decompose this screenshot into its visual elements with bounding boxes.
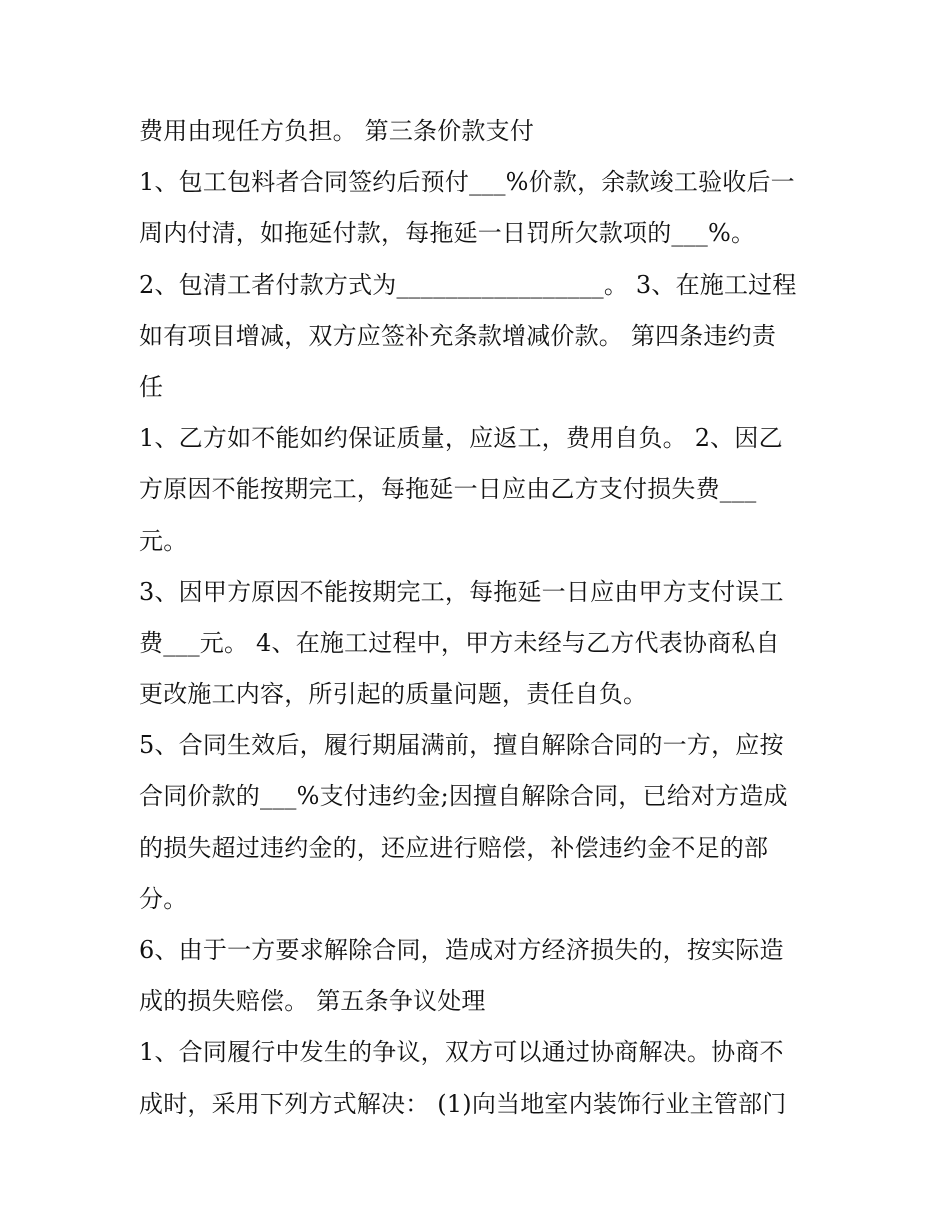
text-line: 5、合同生效后，履行期届满前，擅自解除合同的一方，应按 xyxy=(139,731,784,760)
text-line: 更改施工内容，所引起的质量问题，责任自负。 xyxy=(139,680,648,709)
text-line: 元。 xyxy=(139,526,188,555)
text-line: 2、包清工者付款方式为_________________。 3、在施工过程 xyxy=(139,270,797,299)
text-line: 分。 xyxy=(139,884,188,913)
text-line: 1、合同履行中发生的争议，双方可以通过协商解决。协商不 xyxy=(139,1038,784,1067)
text-line: 成时，采用下列方式解决： (1)向当地室内装饰行业主管部门 xyxy=(139,1089,787,1118)
text-line: 合同价款的___%支付违约金;因擅自解除合同，已给对方造成 xyxy=(139,782,788,811)
text-line: 费___元。 4、在施工过程中，甲方未经与乙方代表协商私自 xyxy=(139,628,780,657)
text-line: 方原因不能按期完工，每拖延一日应由乙方支付损失费___ xyxy=(139,475,757,504)
text-line: 3、因甲方原因不能按期完工，每拖延一日应由甲方支付误工 xyxy=(139,577,784,606)
text-line: 任 xyxy=(139,372,164,401)
text-line: 成的损失赔偿。 第五条争议处理 xyxy=(139,987,486,1016)
document-body xyxy=(139,106,819,1130)
text-line: 1、乙方如不能如约保证质量，应返工，费用自负。 2、因乙 xyxy=(139,424,783,453)
text-line: 6、由于一方要求解除合同，造成对方经济损失的，按实际造 xyxy=(139,936,784,964)
text-line: 的损失超过违约金的，还应进行赔偿，补偿违约金不足的部 xyxy=(139,833,769,862)
text-line: 1、包工包料者合同签约后预付___%价款，余款竣工验收后一 xyxy=(139,168,795,197)
text-line: 如有项目增减，双方应签补充条款增减价款。 第四条违约责 xyxy=(139,321,777,350)
text-line: 费用由现任方负担。 第三条价款支付 xyxy=(139,117,535,145)
text-line: 周内付清，如拖延付款，每拖延一日罚所欠款项的___%。 xyxy=(139,219,756,248)
